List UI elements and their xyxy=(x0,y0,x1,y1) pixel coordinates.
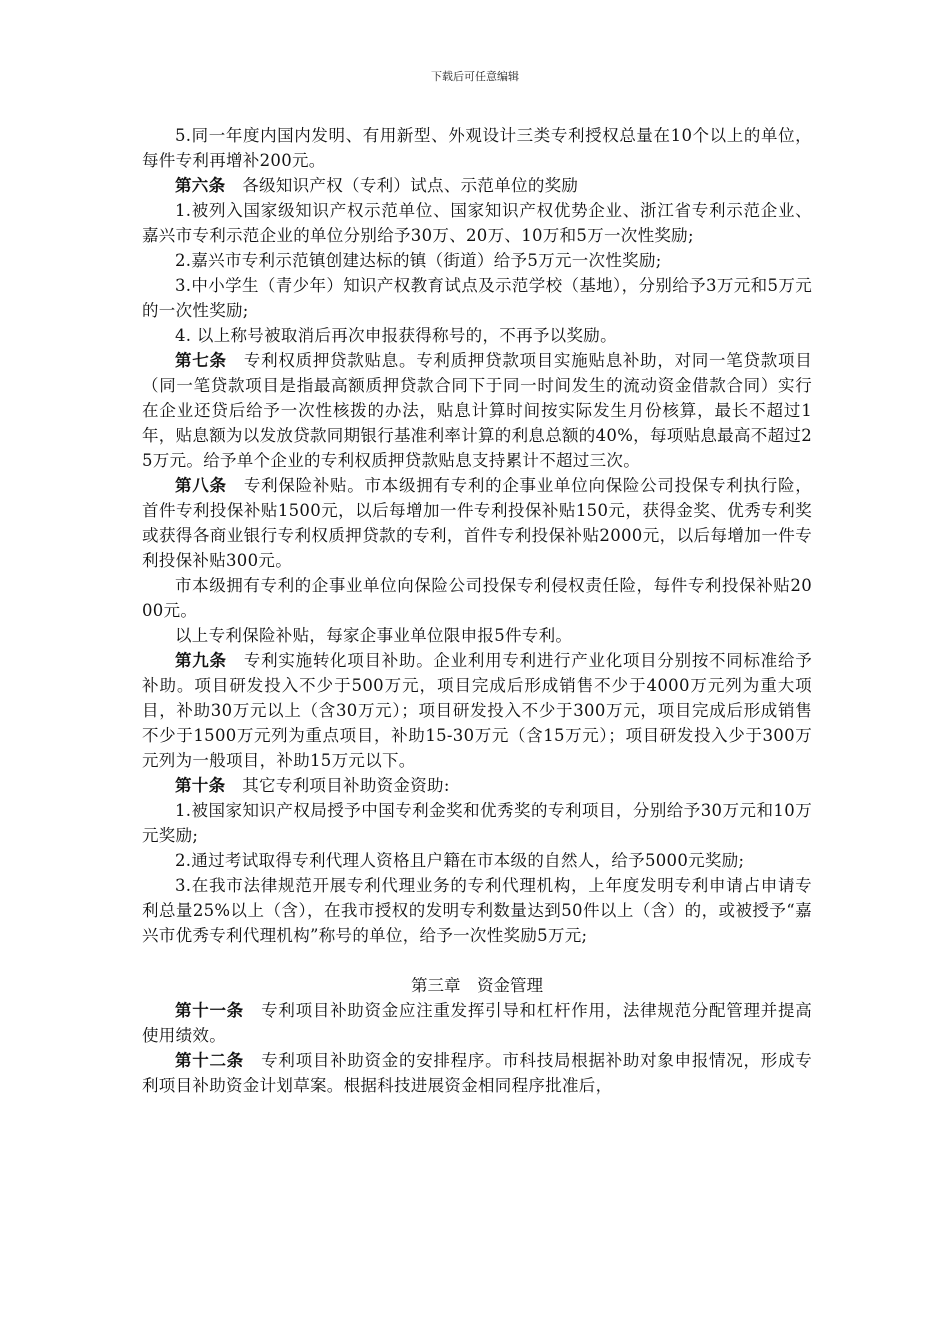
paragraph xyxy=(142,1048,812,1098)
chapter-heading: 第三章 资金管理 xyxy=(411,976,543,995)
paragraph-text: 3.中小学生（青少年）知识产权教育试点及示范学校（基地），分别给予3万元和5万元的一次性奖励; xyxy=(142,276,812,320)
paragraph-text: 各级知识产权（专利）试点、示范单位的奖励 xyxy=(242,176,579,195)
document-body xyxy=(142,123,812,1098)
paragraph-text: 4. 以上称号被取消后再次申报获得称号的，不再予以奖励。 xyxy=(175,326,617,345)
article-number: 第八条 xyxy=(175,476,227,495)
paragraph xyxy=(142,198,812,248)
paragraph-text: 3.在我市法律规范开展专利代理业务的专利代理机构，上年度发明专利申请占申请专利总量25%以上（含），在我市授权的发明专利数量达到50件以上（含）的，或被授予“嘉兴市优秀专利代理机构”称号的单位，给予一次性奖励5万元; xyxy=(142,876,812,945)
paragraph-text: 2.嘉兴市专利示范镇创建达标的镇（街道）给予5万元一次性奖励; xyxy=(175,251,662,270)
article-number: 第六条 xyxy=(175,176,226,195)
article-number: 第十一条 xyxy=(175,1001,244,1020)
paragraph xyxy=(142,473,812,573)
paragraph xyxy=(142,998,812,1048)
paragraph-text: 专利权质押贷款贴息。专利质押贷款项目实施贴息补助，对同一笔贷款项目（同一笔贷款项目是指最高额质押贷款合同下于同一时间发生的流动资金借款合同）实行在企业还贷后给予一次性核拨的办法，贴息计算时间按实际发生月份核算，最长不超过1年，贴息额为以发放贷款同期银行基准利率计算的利息总额的40%，每项贴息最高不超过25万元。给予单个企业的专利权质押贷款贴息支持累计不超过三次。 xyxy=(142,351,812,470)
paragraph-text: 市本级拥有专利的企事业单位向保险公司投保专利侵权责任险，每件专利投保补贴2000元。 xyxy=(142,576,812,620)
paragraph xyxy=(142,798,812,848)
section-articles xyxy=(142,123,812,948)
paragraph xyxy=(142,273,812,323)
paragraph-text: 专利保险补贴。市本级拥有专利的企事业单位向保险公司投保专利执行险，首件专利投保补贴1500元，以后每增加一件专利投保补贴150元，获得金奖、优秀专利奖或获得各商业银行专利权质押贷款的专利，首件专利投保补贴2000元，以后每增加一件专利投保补贴300元。 xyxy=(142,476,812,570)
paragraph xyxy=(142,848,812,873)
paragraph-text: 以上专利保险补贴，每家企事业单位限申报5件专利。 xyxy=(175,626,573,645)
paragraph-text: 5.同一年度内国内发明、有用新型、外观设计三类专利授权总量在10个以上的单位，每件专利再增补200元。 xyxy=(142,126,812,170)
paragraph xyxy=(142,648,812,773)
paragraph-text: 专利项目补助资金应注重发挥引导和杠杆作用，法律规范分配管理并提高使用绩效。 xyxy=(142,1001,812,1045)
paragraph xyxy=(142,573,812,623)
section-chapter-three xyxy=(142,998,812,1098)
paragraph xyxy=(142,323,812,348)
article-number: 第七条 xyxy=(175,351,227,370)
paragraph-text: 1.被列入国家级知识产权示范单位、国家知识产权优势企业、浙江省专利示范企业、嘉兴市专利示范企业的单位分别给予30万、20万、10万和5万一次性奖励; xyxy=(142,201,812,245)
article-number: 第十条 xyxy=(175,776,226,795)
paragraph-text: 1.被国家知识产权局授予中国专利金奖和优秀奖的专利项目，分别给予30万元和10万元奖励; xyxy=(142,801,812,845)
paragraph-text: 专利项目补助资金的安排程序。市科技局根据补助对象申报情况，形成专利项目补助资金计划草案。根据科技进展资金相同程序批准后， xyxy=(142,1051,812,1095)
paragraph xyxy=(142,123,812,173)
paragraph-text: 其它专利项目补助资金资助: xyxy=(242,776,450,795)
paragraph xyxy=(142,348,812,473)
paragraph xyxy=(142,873,812,948)
paragraph xyxy=(142,773,812,798)
paragraph-text: 2.通过考试取得专利代理人资格且户籍在市本级的自然人，给予5000元奖励; xyxy=(175,851,745,870)
article-number: 第九条 xyxy=(175,651,227,670)
paragraph xyxy=(142,173,812,198)
paragraph-text: 专利实施转化项目补助。企业利用专利进行产业化项目分别按不同标准给予补助。项目研发投入不少于500万元，项目完成后形成销售不少于4000万元列为重大项目，补助30万元以上（含30万元）；项目研发投入不少于300万元，项目完成后形成销售不少于1500万元列为重点项目，补助15-30万元（含15万元）；项目研发投入少于300万元列为一般项目，补助15万元以下。 xyxy=(142,651,812,770)
paragraph xyxy=(142,248,812,273)
page-header: 下载后可任意编辑 xyxy=(431,70,519,83)
paragraph xyxy=(142,623,812,648)
article-number: 第十二条 xyxy=(175,1051,244,1070)
